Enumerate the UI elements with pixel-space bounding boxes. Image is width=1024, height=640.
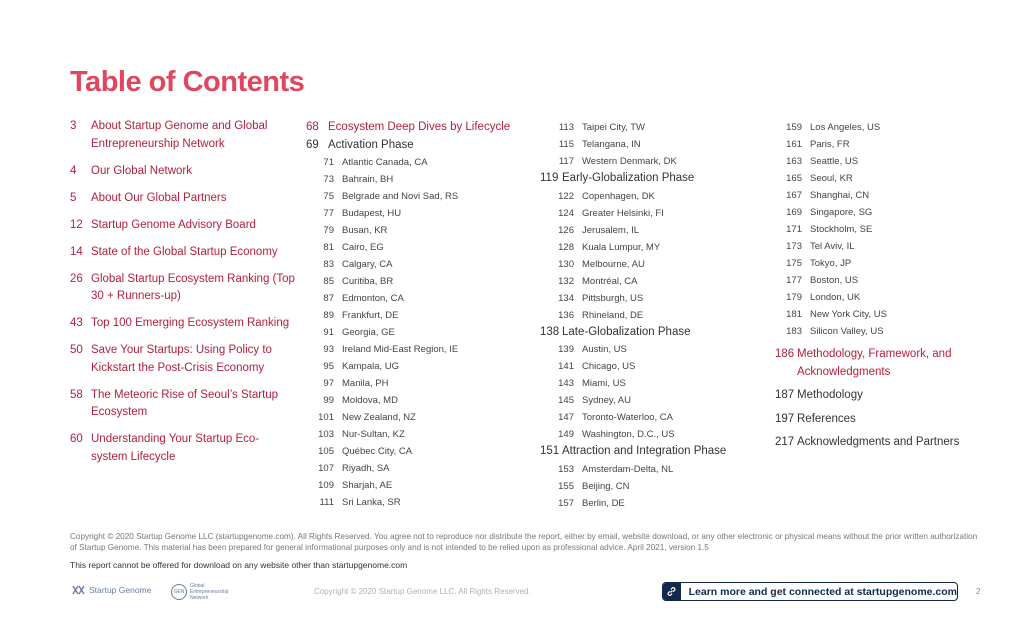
toc-subentry[interactable] (306, 324, 526, 341)
toc-subentry[interactable] (306, 409, 526, 426)
page-ref: 109 (318, 480, 334, 491)
toc-subentry[interactable] (540, 188, 760, 205)
page-ref: 122 (558, 190, 574, 202)
entry-title: Georgia, GE (342, 327, 395, 338)
page-title: Table of Contents (70, 66, 305, 98)
toc-phase[interactable] (306, 137, 526, 155)
page-ref: 161 (786, 139, 802, 150)
page-ref: 95 (323, 361, 334, 372)
entry-title: The Meteoric Rise of Seoul’s Startup Ecosystem (91, 388, 279, 418)
entry-title: Pittsburgh, US (582, 292, 644, 304)
page-ref: 111 (319, 497, 334, 508)
entry-title: Methodology, Framework, and Acknowledgments (797, 348, 952, 378)
toc-column-2 (306, 119, 526, 511)
entry-title: Washington, D.C., US (582, 429, 675, 440)
entry-title: Acknowledgments and Partners (797, 436, 960, 448)
page-ref: 155 (558, 480, 574, 492)
toc-subentry[interactable] (306, 222, 526, 239)
toc-subentry[interactable] (540, 239, 760, 256)
toc-subentry[interactable] (775, 187, 995, 204)
entry-title: Calgary, CA (342, 259, 393, 270)
entry-title: Seoul, KR (810, 173, 853, 184)
entry-title: Sydney, AU (582, 395, 631, 406)
toc-subentry[interactable] (775, 272, 995, 289)
entry-title: Save Your Startups: Using Policy to Kickstart the Post-Crisis Economy (91, 344, 272, 374)
entry-title: Copenhagen, DK (582, 190, 655, 202)
toc-column-4 (775, 119, 995, 457)
entry-title: Budapest, HU (342, 208, 402, 219)
toc-subentry[interactable] (306, 426, 526, 443)
page-ref: 124 (558, 207, 574, 219)
page-ref: 169 (786, 207, 802, 218)
entry-title: Busan, KR (342, 225, 388, 236)
toc-subentry[interactable] (775, 204, 995, 221)
page-ref: 107 (318, 463, 334, 474)
entry-title: Shanghai, CN (810, 190, 870, 201)
toc-entry[interactable] (70, 217, 295, 235)
page-ref: 77 (323, 208, 334, 219)
entry-title: Silicon Valley, US (810, 326, 884, 337)
page-ref: 87 (323, 293, 334, 304)
entry-title: New York City, US (810, 309, 887, 320)
toc-phase[interactable] (540, 324, 760, 342)
page-ref: 99 (323, 395, 334, 406)
page-ref: 75 (323, 191, 334, 202)
entry-title: Frankfurt, DE (342, 310, 399, 321)
entry-title: Melbourne, AU (582, 258, 645, 270)
page-ref: 68 (306, 121, 319, 133)
page-ref: 71 (323, 157, 334, 168)
entry-title: Startup Genome Advisory Board (91, 218, 256, 231)
entry-title: Moldova, MD (342, 395, 398, 406)
entry-title: Kampala, UG (342, 361, 400, 372)
toc-subentry[interactable] (775, 170, 995, 187)
toc-subentry[interactable] (540, 478, 760, 495)
toc-entry[interactable] (70, 244, 295, 262)
page-ref: 181 (786, 309, 802, 320)
entry-title: Top 100 Emerging Ecosystem Ranking (91, 317, 290, 329)
page-ref: 126 (558, 224, 574, 236)
page-ref: 187 (775, 389, 795, 401)
page-ref: 197 (775, 412, 795, 425)
entry-title: Early-Globalization Phase (562, 172, 695, 184)
page-ref: 58 (70, 388, 83, 401)
toc-subentry[interactable] (306, 477, 526, 494)
entry-title: Greater Helsinki, FI (582, 207, 664, 219)
toc-subentry[interactable] (540, 290, 760, 307)
toc-entry[interactable] (70, 190, 295, 208)
page-ref: 91 (323, 327, 334, 338)
toc-subentry[interactable] (540, 461, 760, 478)
toc-subentry[interactable] (306, 239, 526, 256)
entry-title: State of the Global Startup Economy (91, 245, 278, 258)
toc-subentry[interactable] (775, 153, 995, 170)
entry-title: Jerusalem, IL (582, 224, 640, 236)
entry-title: Late-Globalization Phase (562, 325, 691, 338)
entry-title: About Startup Genome and Global Entrepreneurship Network (91, 120, 268, 150)
toc-subentry[interactable] (775, 255, 995, 272)
page-ref: 115 (558, 139, 574, 150)
entry-title: Toronto-Waterloo, CA (582, 412, 673, 423)
link-icon (663, 583, 681, 600)
toc-entry[interactable] (306, 119, 526, 137)
page-ref: 157 (558, 497, 574, 509)
entry-title: About Our Global Partners (91, 191, 227, 204)
toc-subentry[interactable] (775, 119, 995, 136)
gen-logo-text: Global Entrepreneurship Network (190, 583, 229, 601)
page-ref: 167 (786, 190, 802, 201)
page-ref: 177 (786, 275, 802, 286)
entry-title: Attraction and Integration Phase (562, 445, 727, 457)
entry-title: Berlin, DE (582, 497, 625, 509)
page-ref: 173 (786, 241, 802, 252)
page-ref: 217 (775, 436, 795, 448)
toc-subentry[interactable] (540, 375, 760, 392)
startup-genome-logo[interactable] (72, 585, 151, 595)
entry-title: Québec City, CA (342, 446, 413, 457)
page-ref: 113 (558, 122, 574, 133)
toc-subentry[interactable] (775, 306, 995, 323)
toc-subentry[interactable] (540, 136, 760, 153)
toc-entry[interactable] (775, 434, 995, 452)
entry-title: Riyadh, SA (342, 463, 390, 474)
toc-subentry[interactable] (306, 358, 526, 375)
gen-logo-mark: GEN (171, 584, 187, 600)
entry-title: Ecosystem Deep Dives by Lifecycle (328, 121, 511, 133)
page-ref: 117 (558, 156, 574, 167)
toc-subentry[interactable] (306, 460, 526, 477)
toc-subentry[interactable] (775, 238, 995, 255)
page-ref: 175 (786, 258, 802, 269)
toc-entry[interactable] (70, 118, 295, 153)
page-number: 2 (976, 587, 981, 596)
entry-title: Methodology (797, 389, 863, 401)
toc-subentry[interactable] (306, 273, 526, 290)
page-ref: 105 (318, 446, 334, 457)
toc-entry[interactable] (70, 163, 295, 181)
toc-phase[interactable] (540, 443, 760, 461)
page-ref: 151 (540, 445, 560, 457)
entry-title: Atlantic Canada, CA (342, 157, 428, 168)
entry-title: Los Angeles, US (810, 122, 881, 133)
page-ref: 147 (558, 412, 574, 423)
entry-title: Taipei City, TW (582, 122, 645, 133)
toc-subentry[interactable] (540, 307, 760, 324)
toc-subentry[interactable] (540, 426, 760, 443)
entry-title: Sri Lanka, SR (342, 497, 401, 508)
entry-title: Bahrain, BH (342, 174, 394, 185)
toc-subentry[interactable] (306, 205, 526, 222)
toc-subentry[interactable] (775, 136, 995, 153)
toc-subentry[interactable] (540, 273, 760, 290)
page-ref: 103 (318, 429, 334, 440)
entry-title: Montréal, CA (582, 275, 638, 287)
page-ref: 143 (558, 378, 574, 389)
toc-entry[interactable] (70, 342, 295, 377)
page-ref: 186 (775, 348, 795, 360)
toc-subentry[interactable] (540, 392, 760, 409)
toc-entry[interactable] (775, 387, 995, 405)
toc-subentry[interactable] (540, 222, 760, 239)
page-ref: 26 (70, 272, 83, 285)
page-ref: 81 (323, 242, 334, 253)
entry-title: New Zealand, NZ (342, 412, 416, 423)
copyright-notice: Copyright © 2020 Startup Genome LLC (startupgenome.com). All Rights Reserved. You agree not to reproduce nor distribute the report, either by email, website download, or any other electronic or physical means without the prior written authorization of Startup Genome. This material has been prepared for general informational purposes only and is not intended to be relied upon as professional advice. April 2021, version 1.5 (70, 532, 978, 552)
toc-subentry[interactable] (540, 341, 760, 358)
page-ref: 136 (558, 309, 574, 321)
page-ref: 97 (323, 378, 334, 389)
entry-title: Chicago, US (582, 361, 636, 372)
entry-title: Singapore, SG (810, 207, 873, 218)
page-ref: 141 (558, 361, 574, 372)
startup-genome-logo-text: Startup Genome (89, 585, 152, 595)
toc-subentry[interactable] (775, 289, 995, 306)
entry-title: Seattle, US (810, 156, 859, 167)
entry-title: London, UK (810, 292, 861, 303)
page-ref: 179 (786, 292, 802, 303)
toc-subentry[interactable] (306, 171, 526, 188)
toc-subentry[interactable] (775, 323, 995, 340)
page-ref: 138 (540, 325, 560, 338)
toc-subentry[interactable] (540, 495, 760, 512)
entry-title: Curitiba, BR (342, 276, 394, 287)
toc-entry[interactable] (70, 387, 295, 422)
page-ref: 69 (306, 138, 319, 151)
toc-subentry[interactable] (775, 221, 995, 238)
page-ref: 79 (323, 225, 334, 236)
entry-title: Belgrade and Novi Sad, RS (342, 191, 459, 202)
entry-title: Paris, FR (810, 139, 850, 150)
page-ref: 5 (70, 191, 77, 204)
toc-subentry[interactable] (540, 205, 760, 222)
toc-subentry[interactable] (306, 154, 526, 171)
page-ref: 12 (70, 218, 83, 231)
page-ref: 183 (786, 326, 802, 337)
entry-title: Understanding Your Startup Eco-system Lifecycle (91, 433, 260, 463)
entry-title: Telangana, IN (582, 139, 641, 150)
toc-entry[interactable] (70, 315, 295, 333)
page-ref: 83 (323, 259, 334, 270)
entry-title: Beijing, CN (582, 480, 630, 492)
entry-title: Edmonton, CA (342, 293, 404, 304)
startup-genome-mark-icon (72, 585, 86, 595)
toc-subentry[interactable] (540, 409, 760, 426)
entry-title: Austin, US (582, 344, 627, 355)
toc-entry[interactable] (775, 411, 995, 429)
toc-subentry[interactable] (540, 256, 760, 273)
entry-title: Cairo, EG (342, 242, 384, 253)
entry-title: Kuala Lumpur, MY (582, 241, 661, 253)
toc-subentry[interactable] (306, 188, 526, 205)
toc-subentry[interactable] (540, 358, 760, 375)
page-ref: 163 (786, 156, 802, 167)
toc-subentry[interactable] (306, 256, 526, 273)
page-ref: 153 (558, 463, 574, 475)
page-ref: 145 (558, 395, 574, 406)
entry-title: Nur-Sultan, KZ (342, 429, 405, 440)
entry-title: Rhineland, DE (582, 309, 644, 321)
entry-title: Tokyo, JP (810, 258, 852, 269)
download-notice: This report cannot be offered for download on any website other than startupgenome.com (70, 560, 408, 570)
page-ref: 60 (70, 433, 83, 445)
entry-title: Ireland Mid-East Region, IE (342, 344, 459, 355)
entry-title: Activation Phase (328, 138, 414, 151)
page-ref: 89 (323, 310, 334, 321)
footer-copyright: Copyright © 2020 Startup Genome LLC. All Rights Reserved. (314, 587, 531, 596)
page-ref: 132 (558, 275, 574, 287)
toc-subentry[interactable] (306, 307, 526, 324)
page-ref: 149 (558, 429, 574, 440)
page-ref: 73 (323, 174, 334, 185)
page-ref: 43 (70, 317, 83, 329)
entry-title: Stockholm, SE (810, 224, 873, 235)
toc-subentry[interactable] (306, 375, 526, 392)
entry-title: Boston, US (810, 275, 859, 286)
toc-phase[interactable] (540, 170, 760, 188)
toc-subentry[interactable] (306, 341, 526, 358)
entry-title: Miami, US (582, 378, 626, 389)
entry-title: Manila, PH (342, 378, 389, 389)
toc-subentry[interactable] (306, 443, 526, 460)
entry-title: Tel Aviv, IL (810, 241, 855, 252)
toc-subentry[interactable] (540, 153, 760, 170)
entry-title: Our Global Network (91, 164, 192, 177)
page-ref: 14 (70, 245, 83, 258)
page-ref: 171 (786, 224, 802, 235)
learn-more-button[interactable] (662, 582, 958, 601)
page-ref: 134 (558, 292, 574, 304)
page-ref: 119 (540, 172, 559, 184)
page-ref: 101 (318, 412, 334, 423)
page-ref: 159 (786, 122, 802, 133)
entry-title: Global Startup Ecosystem Ranking (Top 30 + Runners-up) (91, 272, 295, 302)
page-ref: 4 (70, 164, 77, 177)
page-ref: 93 (323, 344, 334, 355)
toc-column-3 (540, 119, 760, 512)
toc-entry[interactable] (775, 346, 995, 381)
page-ref: 3 (70, 120, 77, 132)
page-ref: 130 (558, 258, 574, 270)
toc-subentry[interactable] (306, 392, 526, 409)
entry-title: Amsterdam-Delta, NL (582, 463, 674, 475)
toc-entry[interactable] (70, 431, 295, 466)
page-ref: 85 (323, 276, 334, 287)
toc-column-1 (70, 118, 295, 476)
toc-subentry[interactable] (306, 290, 526, 307)
entry-title: Sharjah, AE (342, 480, 393, 491)
toc-entry[interactable] (70, 271, 295, 306)
page-ref: 139 (558, 344, 574, 355)
page-ref: 165 (786, 173, 802, 184)
entry-title: References (797, 412, 856, 425)
page-ref: 128 (558, 241, 574, 253)
toc-subentry[interactable] (540, 119, 760, 136)
entry-title: Western Denmark, DK (582, 156, 677, 167)
page-ref: 50 (70, 344, 83, 356)
learn-more-label: Learn more and get connected at startupgenome.com (688, 585, 957, 598)
gen-logo[interactable] (171, 583, 229, 601)
toc-subentry[interactable] (306, 494, 526, 511)
